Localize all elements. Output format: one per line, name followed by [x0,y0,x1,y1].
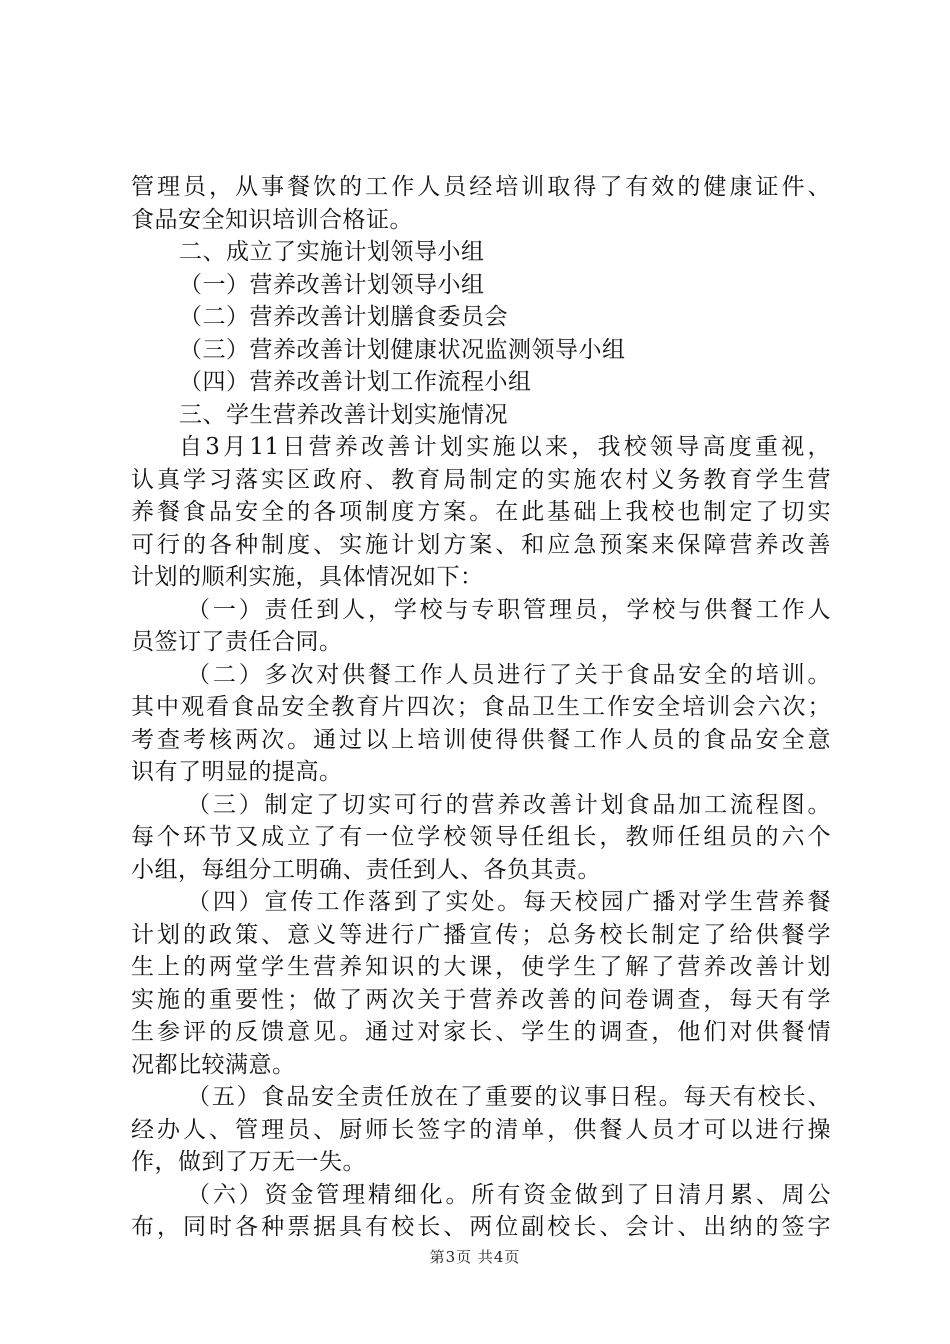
subsection-item: （四）营养改善计划工作流程小组 [179,369,532,395]
text-line: （五）食品安全责任放在了重要的议事日程。每天有校长、 [187,1084,831,1110]
text-line: 实施的重要性；做了两次关于营养改善的问卷调查，每天有学 [131,986,831,1013]
text-line: 识有了明显的提高。 [131,759,343,785]
page-footer: 第3页 共4页 [429,1248,521,1266]
text-line: 作，做到了万无一失。 [131,1149,366,1175]
text-line: 经办人、管理员、厨师长签字的清单，供餐人员才可以进行操 [131,1116,831,1143]
subsection-item: （三）营养改善计划健康状况监测领导小组 [179,336,626,363]
text-line: 管理员，从事餐饮的工作人员经培训取得了有效的健康证件、 [131,174,831,200]
text-line: 计划的政策、意义等进行广播宣传；总务校长制定了给供餐学 [131,921,831,948]
text-line: （六）资金管理精细化。所有资金做到了日清月累、周公 [187,1181,831,1208]
text-line: （四）宣传工作落到了实处。每天校园广播对学生营养餐 [187,889,831,915]
text-line: 计划的顺利实施，具体情况如下： [131,564,484,590]
text-line: 布，同时各种票据具有校长、两位副校长、会计、出纳的签字 [131,1214,831,1240]
text-line: 食品安全知识培训合格证。 [131,206,413,233]
text-line: 其中观看食品安全教育片四次；食品卫生工作安全培训会六次； [131,694,831,720]
text-line: （二）多次对供餐工作人员进行了关于食品安全的培训。 [187,661,831,688]
text-line: 养餐食品安全的各项制度方案。在此基础上我校也制定了切实 [131,499,831,525]
text-line: （三）制定了切实可行的营养改善计划食品加工流程图。 [187,791,831,818]
document-body [131,171,831,1244]
text-line: 每个环节又成立了有一位学校领导任组长，教师任组员的六个 [131,824,831,850]
text-line: 可行的各种制度、实施计划方案、和应急预案来保障营养改善 [131,531,831,558]
subsection-item: （二）营养改善计划膳食委员会 [179,304,508,330]
text-line: 生参评的反馈意见。通过对家长、学生的调查，他们对供餐情 [131,1019,831,1045]
text-line: 考查考核两次。通过以上培训使得供餐工作人员的食品安全意 [131,726,831,753]
text-line: 自3月11日营养改善计划实施以来，我校领导高度重视， [179,434,831,460]
text-line: 生上的两堂学生营养知识的大课，使学生了解了营养改善计划 [131,954,831,980]
text-line: 认真学习落实区政府、教育局制定的实施农村义务教育学生营 [131,466,831,493]
text-line: 小组，每组分工明确、责任到人、各负其责。 [131,856,601,883]
subsection-item: （一）营养改善计划领导小组 [179,271,485,298]
section-heading: 三、学生营养改善计划实施情况 [179,401,508,428]
text-line: （一）责任到人，学校与专职管理员，学校与供餐工作人 [187,596,831,623]
text-line: 员签订了责任合同。 [131,629,343,655]
section-heading: 二、成立了实施计划领导小组 [179,239,485,265]
text-line: 况都比较满意。 [131,1051,296,1078]
